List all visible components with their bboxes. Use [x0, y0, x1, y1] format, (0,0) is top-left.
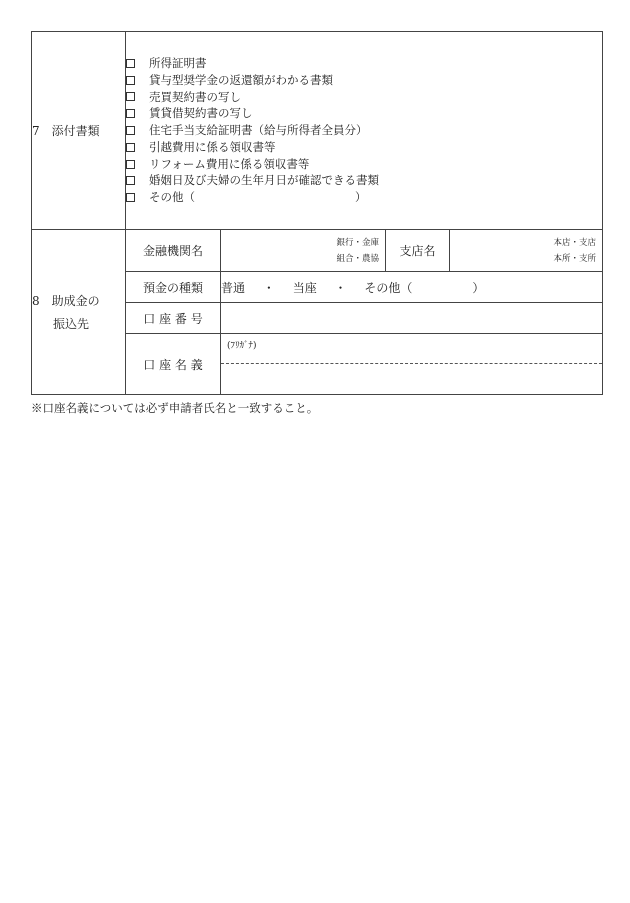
checkbox[interactable]	[126, 143, 135, 152]
checklist-item-label: 婚姻日及び夫婦の生年月日が確認できる書類	[149, 173, 379, 188]
checklist-item[interactable]	[126, 105, 602, 122]
furigana-label: (ﾌﾘｶﾞﾅ)	[227, 341, 257, 351]
bank-type-line1: 銀行・金庫	[336, 237, 379, 248]
deposit-option-toza[interactable]: 当座	[292, 280, 317, 295]
attachments-row	[32, 32, 603, 230]
account-number-field[interactable]	[221, 303, 603, 334]
checklist-item[interactable]	[126, 72, 602, 89]
checklist-item-other[interactable]	[126, 189, 602, 206]
checklist-item-label: 貸与型奨学金の返還額がわかる書類	[149, 72, 333, 87]
checkbox[interactable]	[126, 92, 135, 101]
separator: ・	[262, 280, 275, 295]
checklist-item[interactable]	[126, 122, 602, 139]
checkbox[interactable]	[126, 59, 135, 68]
account-number-label: 口 座 番 号	[126, 303, 221, 334]
checkbox[interactable]	[126, 176, 135, 185]
deposit-other-suffix: ）	[472, 280, 485, 295]
checklist-item[interactable]	[126, 172, 602, 189]
checklist-item[interactable]	[126, 55, 602, 72]
checkbox[interactable]	[126, 160, 135, 169]
checklist-item-label: 売買契約書の写し	[149, 89, 241, 104]
checklist-item[interactable]	[126, 89, 602, 106]
checklist-item-label: 賃貸借契約書の写し	[149, 106, 253, 121]
account-name-note: ※口座名義については必ず申請者氏名と一致すること。	[31, 401, 319, 415]
branch-field[interactable]	[450, 230, 603, 272]
checklist-item[interactable]	[126, 139, 602, 156]
checklist-item[interactable]	[126, 156, 602, 173]
application-form-table	[31, 31, 603, 395]
transfer-label	[32, 230, 126, 395]
branch-type-line2: 本所・支所	[553, 253, 596, 264]
checkbox[interactable]	[126, 126, 135, 135]
checklist-item-label: 所得証明書	[149, 55, 207, 70]
checkbox[interactable]	[126, 193, 135, 202]
bank-name-field[interactable]	[221, 230, 386, 272]
checkbox[interactable]	[126, 76, 135, 85]
checklist-item-label: リフォーム費用に係る領収書等	[149, 156, 310, 171]
transfer-label-line1: 8 助成金の	[32, 294, 100, 308]
attachments-checklist	[126, 32, 603, 230]
account-name-label: 口 座 名 義	[126, 334, 221, 395]
bank-type-line2: 組合・農協	[336, 253, 379, 264]
account-name-field[interactable]	[221, 334, 603, 395]
bank-name-row	[32, 230, 603, 272]
bank-name-label: 金融機関名	[126, 230, 221, 272]
branch-label: 支店名	[386, 230, 450, 272]
other-prefix: その他（	[149, 190, 195, 205]
deposit-type-label: 預金の種類	[126, 272, 221, 303]
checklist-item-label: 住宅手当支給証明書（給与所得者全員分）	[149, 123, 368, 138]
deposit-type-options	[221, 272, 603, 303]
account-name-box	[221, 334, 602, 394]
other-suffix: ）	[355, 190, 367, 205]
branch-type-line1: 本店・支店	[553, 237, 596, 248]
checklist-item-label: 引越費用に係る領収書等	[149, 139, 276, 154]
transfer-label-line2: 振込先	[53, 317, 90, 331]
checkbox[interactable]	[126, 109, 135, 118]
attachments-label: 7 添付書類	[32, 32, 126, 230]
dashed-divider	[221, 363, 602, 364]
separator: ・	[334, 280, 347, 295]
deposit-option-other[interactable]: その他（	[364, 280, 413, 295]
deposit-option-futsu[interactable]: 普通	[221, 280, 246, 295]
